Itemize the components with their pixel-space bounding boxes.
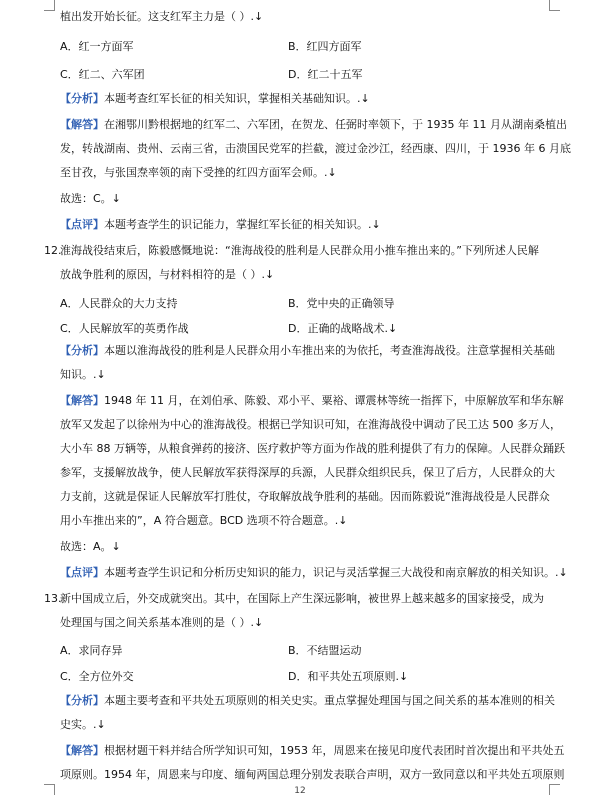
- answer-text: 根据材题干料并结合所学知识可知，1953 年，周恩来在接见印度代表团时首次提出和平共处五: [104, 744, 565, 757]
- answer-text: 1948 年 11 月，在刘伯承、陈毅、邓小平、粟裕、谭震林等统一指挥下，中原解放军和华东解: [104, 394, 564, 407]
- question-13-stem: [44, 592, 544, 606]
- page-number: 12: [294, 786, 306, 796]
- comment-tag: 【点评】: [60, 218, 104, 231]
- option-d: D．和平共处五项原则.↓: [288, 670, 409, 683]
- answer-tag: 【解答】: [60, 394, 104, 407]
- answer-line: 放军又发起了以徐州为中心的淮海战役。根据已学知识可知，在淮海战役中调动了民工达 500 多万人，: [60, 418, 561, 431]
- option-c: C．红二、六军团: [60, 68, 145, 81]
- comment-line: [60, 566, 568, 580]
- analysis-line: 史实。.↓: [60, 718, 106, 731]
- analysis-text: 本题考查红军长征的相关知识，掌握相关基础知识。.↓: [104, 92, 370, 105]
- comment-line: [60, 218, 381, 232]
- choice-line: 故选：C。↓: [60, 192, 121, 205]
- answer-line: [60, 118, 567, 132]
- choice-line: 故选：A。↓: [60, 540, 121, 553]
- crop-mark-top-right: [549, 0, 560, 11]
- comment-tag: 【点评】: [60, 566, 104, 579]
- answer-line: [60, 744, 565, 758]
- analysis-text: 本题主要考查和平共处五项原则的相关史实。重点掌握处理国与国之间关系的基本准则的相关: [104, 694, 555, 707]
- question-stem-continued: 植出发开始长征。这支红军主力是（ ）.↓: [60, 10, 264, 23]
- analysis-tag: 【分析】: [60, 92, 104, 105]
- option-a: A．求同存异: [60, 644, 123, 657]
- question-number: 12.: [44, 244, 62, 257]
- question-number: 13.: [44, 592, 62, 605]
- comment-text: 本题考查学生的识记能力，掌握红军长征的相关知识。.↓: [104, 218, 381, 231]
- analysis-line: [60, 344, 555, 358]
- stem-text: 淮海战役结束后，陈毅感慨地说：“淮海战役的胜利是人民群众用小推车推出来的。”下列所述人民解: [60, 244, 539, 257]
- question-13-stem: 处理国与国之间关系基本准则的是（ ）.↓: [60, 616, 264, 629]
- option-b: B．不结盟运动: [288, 644, 362, 657]
- answer-line: [60, 394, 563, 408]
- option-c: C．人民解放军的英勇作战: [60, 322, 189, 335]
- option-d: D．红二十五军: [288, 68, 363, 81]
- answer-line: 力支前，这就是保证人民解放军打胜仗，夺取解放战争胜利的基础。因而陈毅说“淮海战役是人民群众: [60, 490, 550, 503]
- analysis-tag: 【分析】: [60, 694, 104, 707]
- option-a: A．人民群众的大力支持: [60, 297, 178, 310]
- analysis-line: [60, 694, 555, 708]
- answer-line: 参军，支援解放战争，使人民解放军获得深厚的兵源，人民群众组织民兵，保卫了后方，人民群众的大: [60, 466, 555, 479]
- answer-text: 在湘鄂川黔根据地的红军二、六军团，在贺龙、任弼时率领下，于 1935 年 11 月从湖南桑植出: [104, 118, 567, 131]
- option-d: D．正确的战略战术.↓: [288, 322, 398, 335]
- answer-line: 至甘孜，与张国焘率领的南下受挫的红四方面军会师。.↓: [60, 166, 337, 179]
- analysis-line: 知识。.↓: [60, 368, 106, 381]
- analysis-line: [60, 92, 370, 106]
- answer-line: 项原则。1954 年，周恩来与印度、缅甸两国总理分别发表联合声明，双方一致同意以和平共处五项原则: [60, 768, 565, 781]
- question-12-stem: [44, 244, 539, 258]
- question-12-stem: 放战争胜利的原因，与材料相符的是（ ）.↓: [60, 268, 275, 281]
- option-a: A．红一方面军: [60, 40, 134, 53]
- answer-line: 大小车 88 万辆等，从粮食弹药的接济、医疗救护等方面为作战的胜利提供了有力的保障。人民群众踊跃: [60, 442, 565, 455]
- stem-text: 新中国成立后，外交成就突出。其中，在国际上产生深远影响，被世界上越来越多的国家接受，成为: [60, 592, 544, 605]
- comment-text: 本题考查学生识记和分析历史知识的能力，识记与灵活掌握三大战役和南京解放的相关知识。.↓: [104, 566, 568, 579]
- option-b: B．红四方面军: [288, 40, 362, 53]
- answer-tag: 【解答】: [60, 118, 104, 131]
- analysis-text: 本题以淮海战役的胜利是人民群众用小车推出来的为依托，考查淮海战役。注意掌握相关基础: [104, 344, 555, 357]
- option-b: B．党中央的正确领导: [288, 297, 395, 310]
- answer-tag: 【解答】: [60, 744, 104, 757]
- crop-mark-top-left: [44, 0, 55, 11]
- analysis-tag: 【分析】: [60, 344, 104, 357]
- answer-line: 用小车推出来的”，A 符合题意。BCD 选项不符合题意。.↓: [60, 514, 348, 527]
- answer-line: 发，转战湖南、贵州、云南三省，击溃国民党军的拦截，渡过金沙江，经西康、四川，于 1936 年 6 月底: [60, 142, 571, 155]
- option-c: C．全方位外交: [60, 670, 134, 683]
